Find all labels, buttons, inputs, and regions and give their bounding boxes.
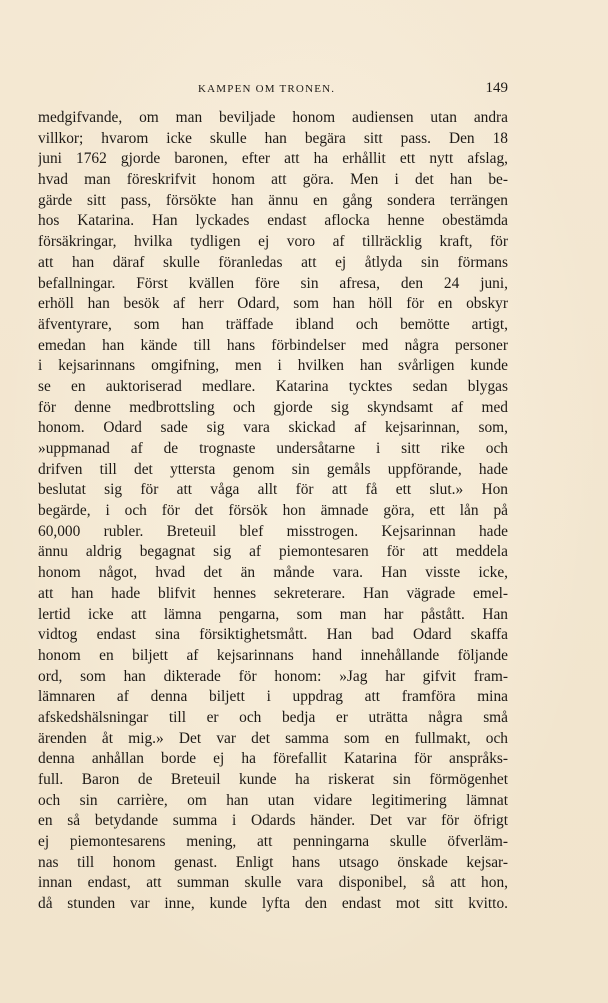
running-head: KAMPEN OM TRONEN.: [198, 83, 336, 95]
body-text: [38, 108, 508, 915]
text-line: gärde sitt pass, försökte han ännu en gång sondera terrängen: [38, 191, 508, 209]
text-line: lertid icke att lämna pengarna, som man har påstått. Han: [38, 605, 508, 623]
text-line: 60,000 rubler. Breteuil blef misstrogen. Kejsarinnan hade: [38, 522, 508, 540]
text-line: försäkringar, hvilka tydligen ej voro af tillräcklig kraft, för: [38, 233, 508, 251]
text-line: innan endast, att summan skulle vara disponibel, så att hon,: [38, 874, 508, 892]
text-line: drifven till det yttersta genom sin gemåls uppförande, hade: [38, 460, 508, 478]
text-line: honom. Odard sade sig vara skickad af kejsarinnan, som,: [38, 419, 508, 437]
text-line: »uppmanad af de trognaste undersåtarne i sitt rike och: [38, 440, 508, 457]
text-line: honom en biljett af kejsarinnans hand innehållande följande: [38, 646, 508, 664]
text-line: erhöll han besök af herr Odard, som han höll för en obskyr: [38, 295, 508, 313]
text-line: afskedshälsningar till er och bedja er uträtta några små: [38, 708, 508, 726]
text-line: villkor; hvarom icke skulle han begära sitt pass. Den 18: [38, 129, 508, 147]
text-line: ord, som han dikterade för honom: »Jag har gifvit fram-: [38, 667, 508, 685]
text-line: lämnaren af denna biljett i uppdrag att framföra mina: [38, 688, 508, 706]
text-line: nas till honom genast. Enligt hans utsago önskade kejsar-: [38, 853, 508, 871]
text-line: ej piemontesarens mening, att penningarna skulle öfverläm-: [38, 833, 508, 851]
text-line: befallningar. Först kvällen före sin afresa, den 24 juni,: [38, 274, 508, 292]
text-line: denna anhållan borde ej ha förefallit Katarina för anspråks-: [38, 750, 508, 768]
text-line: att han däraf skulle föranledas att ej åtlyda sin förmans: [38, 253, 508, 271]
text-line: hos Katarina. Han lyckades endast aflocka henne obestämda: [38, 212, 508, 230]
text-line: medgifvande, om man beviljade honom audiensen utan andra: [38, 109, 508, 126]
text-line: begärde, i och för det försök hon ämnade göra, ett lån på: [38, 502, 508, 520]
text-line: juni 1762 gjorde baronen, efter att ha erhållit ett nytt afslag,: [38, 150, 508, 168]
text-line: full. Baron de Breteuil kunde ha riskerat sin förmögenhet: [38, 771, 508, 788]
text-line: en så betydande summa i Odards händer. Det var för öfrigt: [38, 812, 508, 830]
text-line: för denne medbrottsling och gjorde sig skyndsamt af med: [38, 398, 508, 416]
text-line: ännu aldrig begagnat sig af piemontesaren för att meddela: [38, 543, 508, 561]
text-line: och sin carrière, om han utan vidare legitimering lämnat: [38, 791, 508, 809]
text-line: emedan han kände till hans förbindelser med några personer: [38, 336, 508, 354]
text-line: äfventyrare, som han träffade ibland och bemötte artigt,: [38, 315, 508, 333]
text-line: se en auktoriserad medlare. Katarina tycktes sedan blygas: [38, 377, 508, 395]
page-number: 149: [485, 80, 508, 96]
text-line: i kejsarinnans omgifning, men i hvilken han svårligen kunde: [38, 357, 508, 375]
text-line: honom något, hvad det än månde vara. Han visste icke,: [38, 564, 508, 582]
text-line: ärenden åt mig.» Det var det samma som en fullmakt, och: [38, 729, 508, 747]
text-line: vidtog endast sina försiktighetsmått. Han bad Odard skaffa: [38, 626, 508, 644]
text-line: hvad man föreskrifvit honom att göra. Men i det han be-: [38, 171, 508, 189]
text-line: att han hade blifvit hennes sekreterare. Han vägrade emel-: [38, 584, 508, 602]
text-line: då stunden var inne, kunde lyfta den endast mot sitt kvitto.: [38, 895, 508, 913]
page-header: [38, 80, 508, 98]
text-line: beslutat sig för att våga allt för att få ett slut.» Hon: [38, 481, 508, 499]
